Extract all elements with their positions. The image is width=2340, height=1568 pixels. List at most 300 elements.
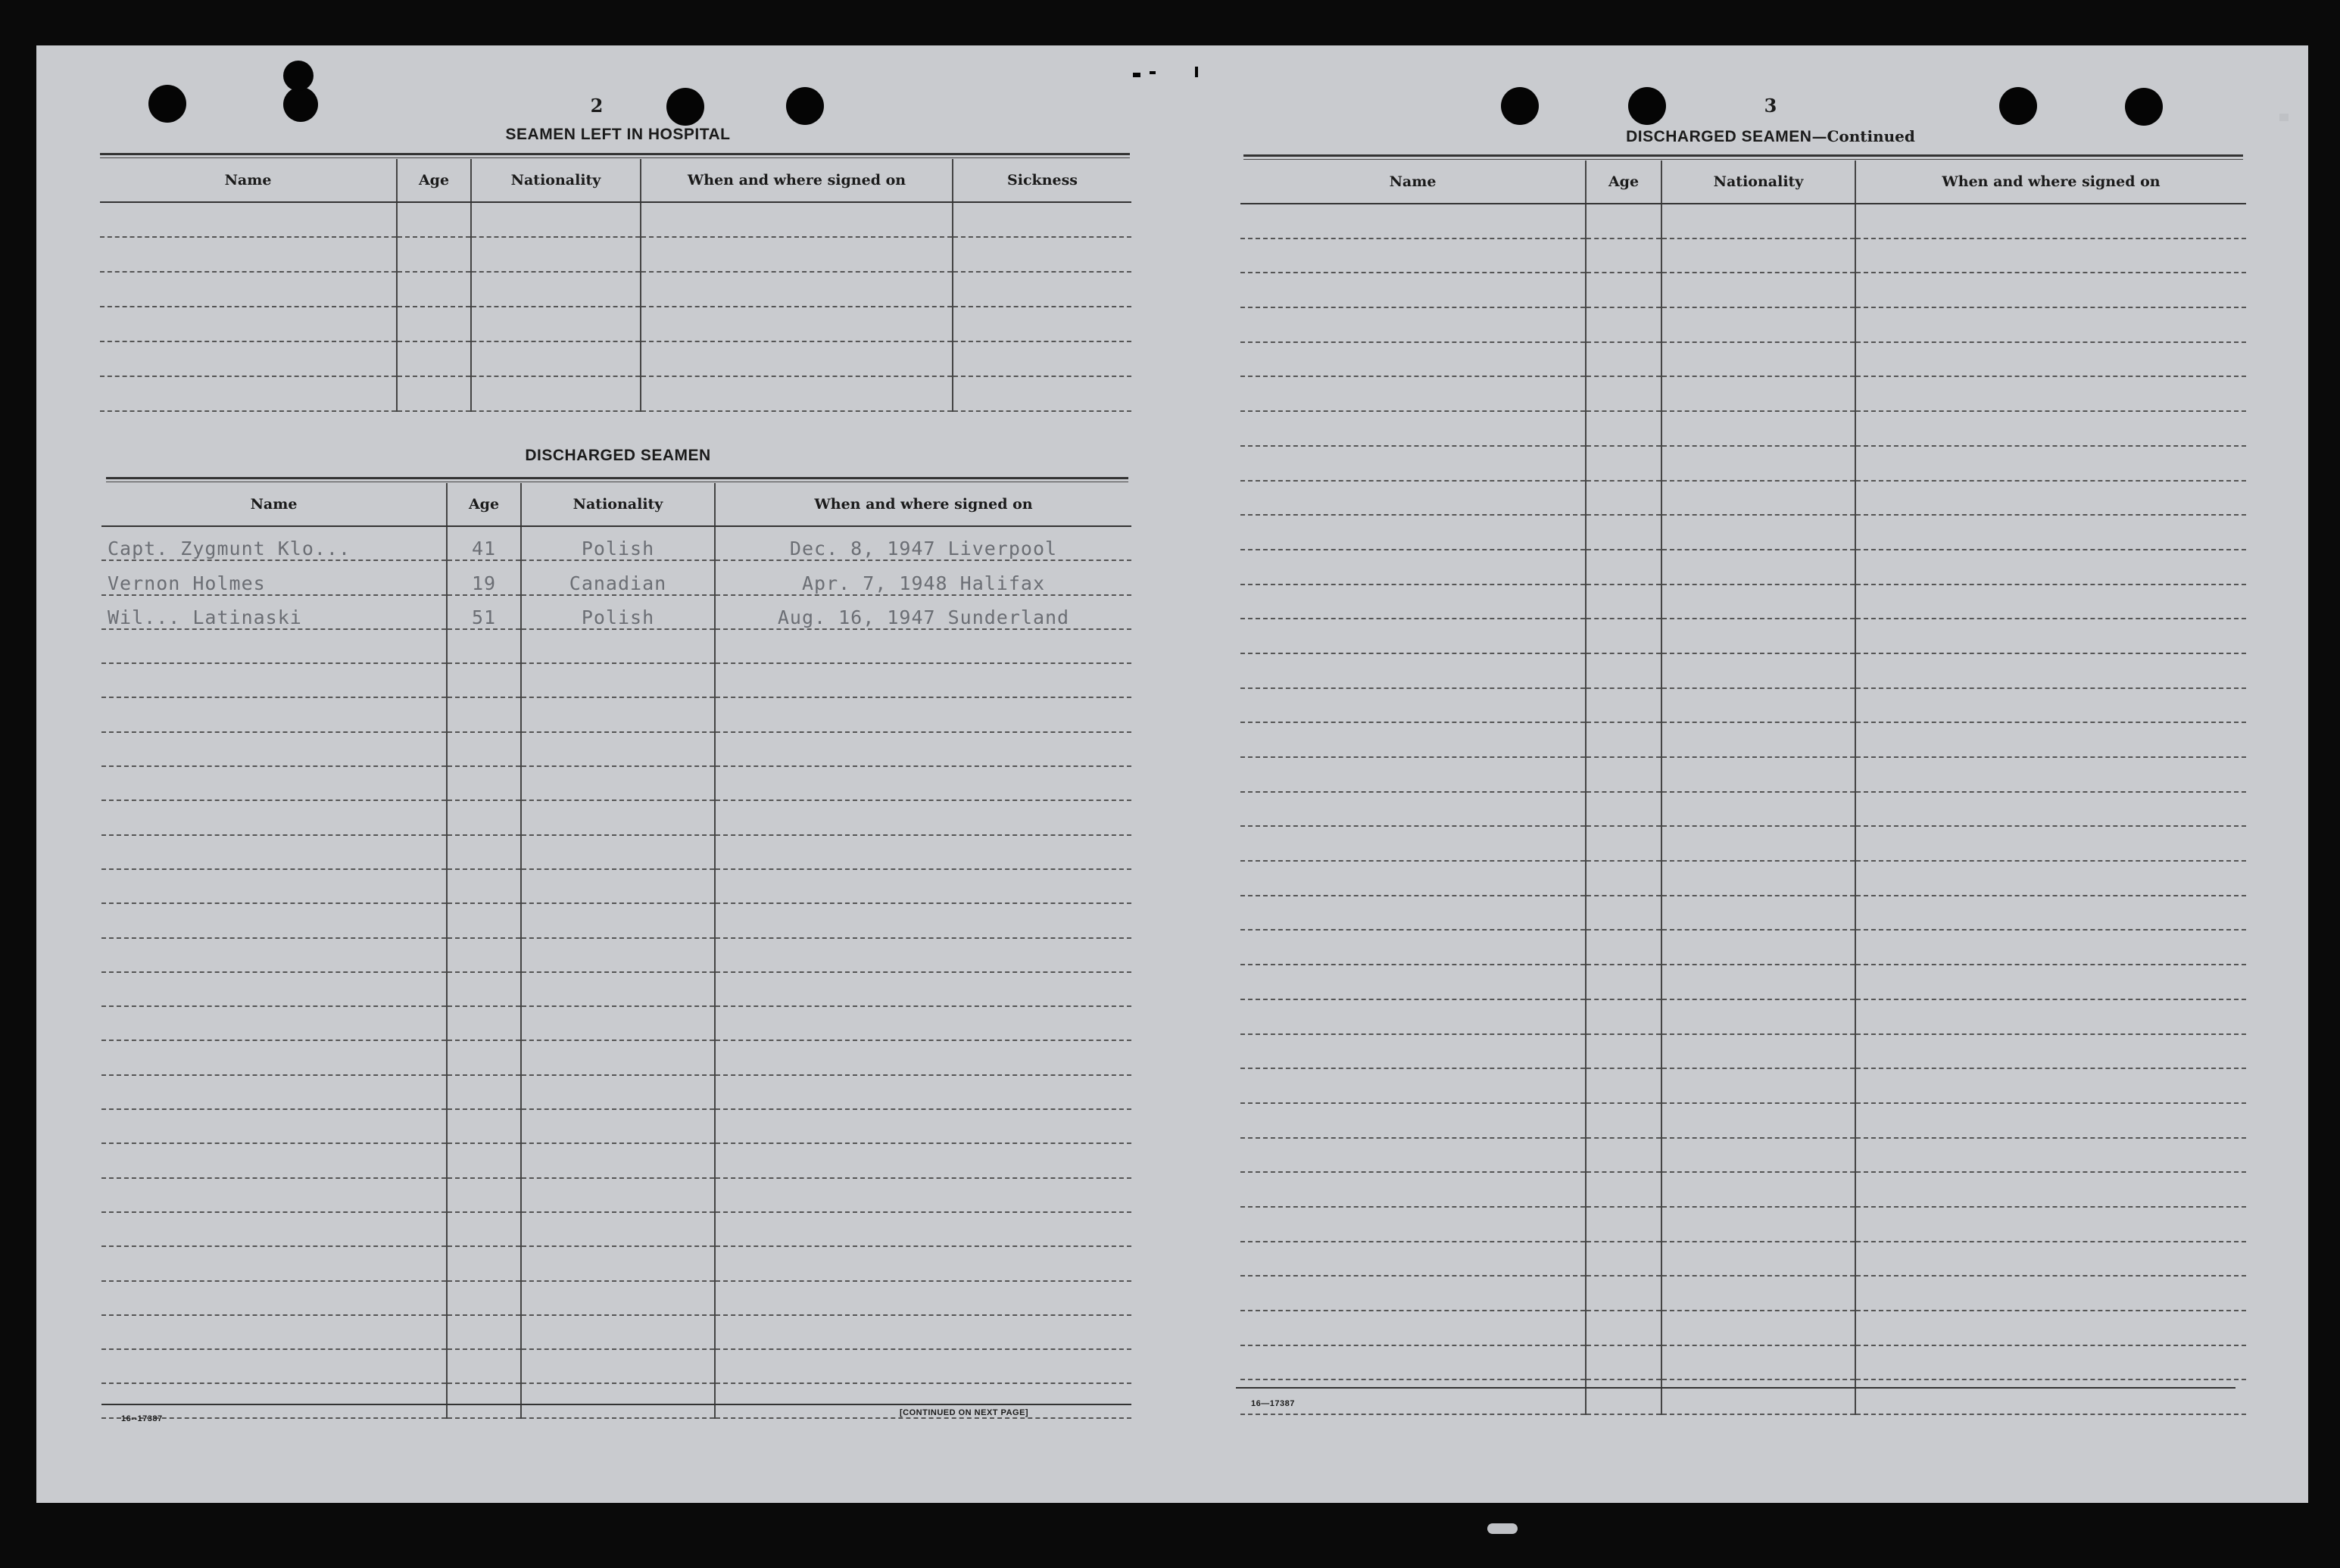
table-row — [101, 1315, 1131, 1349]
empty-cell — [1855, 273, 2246, 307]
empty-cell — [100, 272, 397, 307]
empty-cell — [1586, 204, 1661, 238]
bottom-rule — [1236, 1387, 2235, 1389]
empty-cell — [715, 1006, 1131, 1040]
table-row — [101, 835, 1131, 869]
empty-cell — [1661, 619, 1855, 653]
empty-cell — [1240, 757, 1586, 792]
empty-cell — [101, 800, 447, 834]
empty-cell — [447, 1178, 521, 1212]
empty-cell — [1855, 861, 2246, 896]
column-header-nationality: Nationality — [521, 483, 715, 526]
table-row — [101, 663, 1131, 697]
empty-cell — [1661, 1345, 1855, 1380]
empty-cell — [521, 732, 715, 766]
empty-cell — [1586, 826, 1661, 861]
header-rule — [100, 153, 1130, 158]
table-row — [101, 732, 1131, 766]
empty-cell — [101, 766, 447, 800]
empty-cell — [715, 1143, 1131, 1177]
empty-cell — [397, 202, 471, 237]
empty-cell — [521, 1349, 715, 1383]
empty-cell — [715, 972, 1131, 1006]
empty-cell — [1586, 653, 1661, 688]
empty-cell — [1240, 619, 1586, 653]
scan-speck — [1133, 73, 1140, 77]
empty-cell — [1661, 965, 1855, 999]
empty-cell — [1240, 688, 1586, 723]
column-header-nationality: Nationality — [1661, 161, 1855, 204]
empty-cell — [1855, 376, 2246, 411]
empty-cell — [1586, 307, 1661, 342]
empty-cell — [101, 1143, 447, 1177]
empty-cell — [1855, 1242, 2246, 1277]
empty-cell — [447, 903, 521, 937]
empty-cell — [1855, 1276, 2246, 1311]
table-row — [101, 938, 1131, 972]
empty-cell — [1240, 1068, 1586, 1103]
empty-cell — [953, 202, 1131, 237]
empty-cell — [1240, 481, 1586, 516]
column-header-nationality: Nationality — [471, 159, 641, 202]
empty-cell — [953, 272, 1131, 307]
table-row — [1240, 1207, 2246, 1242]
empty-cell — [471, 202, 641, 237]
empty-cell — [715, 697, 1131, 731]
empty-cell — [521, 835, 715, 869]
ledger-sheet — [36, 45, 2308, 1503]
left-page — [36, 45, 1157, 1503]
empty-cell — [1586, 1379, 1661, 1414]
empty-cell — [521, 629, 715, 663]
empty-cell — [1586, 722, 1661, 757]
section-title-suffix: —Continued — [1811, 127, 1915, 145]
empty-cell — [447, 1246, 521, 1280]
empty-cell — [521, 1383, 715, 1417]
column-header-name: Name — [101, 483, 447, 526]
table-row — [101, 1281, 1131, 1315]
empty-cell — [1240, 1138, 1586, 1173]
empty-cell — [447, 1281, 521, 1315]
column-header-age: Age — [447, 483, 521, 526]
table-row — [1240, 584, 2246, 619]
table-row — [101, 766, 1131, 800]
seaman-age: 41 — [447, 526, 521, 560]
table-row — [1240, 1311, 2246, 1345]
empty-cell — [1240, 1276, 1586, 1311]
empty-cell — [1855, 826, 2246, 861]
empty-cell — [521, 869, 715, 903]
empty-cell — [1855, 1103, 2246, 1138]
empty-cell — [521, 903, 715, 937]
empty-cell — [447, 938, 521, 972]
page-number: 3 — [1764, 95, 1777, 117]
empty-cell — [1240, 1311, 1586, 1345]
empty-cell — [521, 1246, 715, 1280]
empty-cell — [447, 1315, 521, 1349]
continued-note: [CONTINUED ON NEXT PAGE] — [900, 1408, 1029, 1417]
scan-speck — [1487, 1523, 1518, 1534]
empty-cell — [1855, 1345, 2246, 1380]
empty-cell — [471, 341, 641, 376]
empty-cell — [1240, 653, 1586, 688]
table-row — [101, 972, 1131, 1006]
empty-cell — [1586, 1034, 1661, 1069]
empty-cell — [1855, 1172, 2246, 1207]
header-rule — [1243, 154, 2243, 160]
empty-cell — [1240, 792, 1586, 827]
empty-cell — [521, 766, 715, 800]
empty-cell — [641, 237, 953, 272]
empty-cell — [101, 972, 447, 1006]
empty-cell — [1661, 411, 1855, 446]
empty-cell — [1586, 965, 1661, 999]
empty-cell — [953, 237, 1131, 272]
empty-cell — [397, 341, 471, 376]
empty-cell — [1240, 550, 1586, 584]
empty-cell — [1240, 930, 1586, 965]
empty-cell — [1661, 446, 1855, 481]
empty-cell — [101, 1246, 447, 1280]
empty-cell — [1855, 619, 2246, 653]
empty-cell — [101, 1075, 447, 1109]
bottom-rule — [101, 1404, 1131, 1405]
empty-cell — [1855, 204, 2246, 238]
empty-cell — [101, 938, 447, 972]
empty-cell — [521, 1315, 715, 1349]
table-row — [1240, 1172, 2246, 1207]
empty-cell — [1586, 411, 1661, 446]
empty-cell — [101, 1109, 447, 1143]
empty-cell — [715, 1075, 1131, 1109]
empty-cell — [1855, 238, 2246, 273]
empty-cell — [1240, 1345, 1586, 1380]
empty-cell — [1855, 1207, 2246, 1242]
section-title-main: DISCHARGED SEAMEN — [1626, 128, 1812, 145]
empty-cell — [471, 237, 641, 272]
table-row — [101, 1246, 1131, 1280]
empty-cell — [521, 1178, 715, 1212]
table-row — [1240, 826, 2246, 861]
table-row — [1240, 515, 2246, 550]
empty-cell — [1240, 965, 1586, 999]
empty-cell — [715, 1178, 1131, 1212]
table-row — [1240, 930, 2246, 965]
table-row — [101, 1075, 1131, 1109]
form-number: 16--17387 — [121, 1414, 163, 1423]
empty-cell — [1661, 342, 1855, 377]
table-row — [101, 697, 1131, 731]
seaman-age: 19 — [447, 560, 521, 594]
scan-speck — [1195, 67, 1198, 77]
empty-cell — [1855, 1068, 2246, 1103]
empty-cell — [1586, 1345, 1661, 1380]
empty-cell — [447, 835, 521, 869]
empty-cell — [101, 732, 447, 766]
empty-cell — [447, 1143, 521, 1177]
empty-cell — [100, 376, 397, 411]
table-row — [1240, 1276, 2246, 1311]
seaman-age: 51 — [447, 595, 521, 629]
seaman-signed-on: Dec. 8, 1947 Liverpool — [715, 526, 1131, 560]
empty-cell — [1240, 999, 1586, 1034]
empty-cell — [1661, 688, 1855, 723]
empty-cell — [1855, 342, 2246, 377]
empty-cell — [521, 1212, 715, 1246]
empty-cell — [1586, 861, 1661, 896]
empty-cell — [101, 1281, 447, 1315]
column-header-age: Age — [1586, 161, 1661, 204]
empty-cell — [1855, 481, 2246, 516]
empty-cell — [1661, 1379, 1855, 1414]
empty-cell — [1586, 1172, 1661, 1207]
table-row — [1240, 1103, 2246, 1138]
empty-cell — [1240, 411, 1586, 446]
column-header-signed-on: When and where signed on — [715, 483, 1131, 526]
empty-cell — [715, 869, 1131, 903]
empty-cell — [101, 629, 447, 663]
empty-cell — [1240, 204, 1586, 238]
empty-cell — [1855, 446, 2246, 481]
empty-cell — [1661, 1242, 1855, 1277]
empty-cell — [1661, 376, 1855, 411]
empty-cell — [447, 1383, 521, 1417]
table-row — [101, 1006, 1131, 1040]
empty-cell — [715, 732, 1131, 766]
empty-cell — [1661, 1138, 1855, 1173]
empty-cell — [1586, 446, 1661, 481]
empty-cell — [641, 202, 953, 237]
empty-cell — [1586, 550, 1661, 584]
empty-cell — [1661, 722, 1855, 757]
table-row — [101, 903, 1131, 937]
empty-cell — [521, 938, 715, 972]
table-row — [101, 1040, 1131, 1074]
empty-cell — [101, 1212, 447, 1246]
table-row — [1240, 999, 2246, 1034]
table-row — [1240, 1068, 2246, 1103]
empty-cell — [715, 1040, 1131, 1074]
empty-cell — [1855, 515, 2246, 550]
seaman-nationality: Polish — [521, 526, 715, 560]
empty-cell — [397, 272, 471, 307]
empty-cell — [953, 376, 1131, 411]
empty-cell — [1661, 1207, 1855, 1242]
empty-cell — [715, 903, 1131, 937]
empty-cell — [1586, 376, 1661, 411]
empty-cell — [101, 1006, 447, 1040]
empty-cell — [1661, 584, 1855, 619]
discharged-continued-table — [1240, 161, 2246, 1415]
empty-cell — [641, 376, 953, 411]
empty-cell — [1855, 1138, 2246, 1173]
empty-cell — [100, 341, 397, 376]
empty-cell — [397, 237, 471, 272]
empty-cell — [715, 938, 1131, 972]
scan-speck — [2279, 114, 2289, 121]
empty-cell — [1586, 273, 1661, 307]
empty-cell — [715, 835, 1131, 869]
empty-cell — [447, 1109, 521, 1143]
seaman-signed-on: Apr. 7, 1948 Halifax — [715, 560, 1131, 594]
empty-cell — [715, 663, 1131, 697]
empty-cell — [1855, 550, 2246, 584]
empty-cell — [1240, 307, 1586, 342]
empty-cell — [1855, 999, 2246, 1034]
empty-cell — [1240, 342, 1586, 377]
empty-cell — [1661, 896, 1855, 931]
empty-cell — [1240, 584, 1586, 619]
empty-cell — [447, 1212, 521, 1246]
empty-cell — [1240, 861, 1586, 896]
empty-cell — [1661, 757, 1855, 792]
empty-cell — [715, 1109, 1131, 1143]
seaman-name: Capt. Zygmunt Klo... — [101, 526, 447, 560]
table-row — [1240, 896, 2246, 931]
empty-cell — [715, 1281, 1131, 1315]
table-row — [1240, 792, 2246, 827]
column-header-signed-on: When and where signed on — [1855, 161, 2246, 204]
empty-cell — [447, 732, 521, 766]
empty-cell — [100, 307, 397, 341]
table-row — [1240, 1242, 2246, 1277]
empty-cell — [101, 835, 447, 869]
empty-cell — [1240, 722, 1586, 757]
empty-cell — [1240, 1172, 1586, 1207]
empty-cell — [471, 307, 641, 341]
table-row — [101, 1178, 1131, 1212]
empty-cell — [1586, 481, 1661, 516]
table-row — [1240, 1034, 2246, 1069]
empty-cell — [1586, 1103, 1661, 1138]
empty-cell — [1240, 1379, 1586, 1414]
column-header-age: Age — [397, 159, 471, 202]
empty-cell — [715, 629, 1131, 663]
empty-cell — [471, 376, 641, 411]
table-row — [1240, 342, 2246, 377]
right-page — [1233, 45, 2308, 1503]
empty-cell — [715, 1246, 1131, 1280]
empty-cell — [1586, 1207, 1661, 1242]
empty-cell — [1586, 930, 1661, 965]
table-row — [100, 202, 1131, 237]
empty-cell — [1586, 1138, 1661, 1173]
empty-cell — [641, 307, 953, 341]
empty-cell — [1240, 515, 1586, 550]
empty-cell — [1586, 757, 1661, 792]
empty-cell — [1855, 307, 2246, 342]
empty-cell — [1855, 653, 2246, 688]
table-row — [100, 376, 1131, 411]
table-row — [101, 1212, 1131, 1246]
empty-cell — [1586, 342, 1661, 377]
empty-cell — [1661, 481, 1855, 516]
empty-cell — [1661, 1068, 1855, 1103]
empty-cell — [397, 376, 471, 411]
column-header-signed-on: When and where signed on — [641, 159, 953, 202]
page-number: 2 — [590, 95, 604, 117]
empty-cell — [521, 697, 715, 731]
column-header-sickness: Sickness — [953, 159, 1131, 202]
empty-cell — [1855, 722, 2246, 757]
empty-cell — [101, 1349, 447, 1383]
table-row — [100, 272, 1131, 307]
table-row — [101, 629, 1131, 663]
empty-cell — [101, 1040, 447, 1074]
empty-cell — [641, 272, 953, 307]
table-row — [1240, 446, 2246, 481]
empty-cell — [447, 972, 521, 1006]
table-row — [101, 560, 1131, 594]
table-row — [1240, 1345, 2246, 1380]
form-number: 16—17387 — [1251, 1399, 1295, 1408]
table-row — [1240, 965, 2246, 999]
empty-cell — [1661, 1276, 1855, 1311]
empty-cell — [1855, 1034, 2246, 1069]
table-row — [1240, 1379, 2246, 1414]
empty-cell — [1240, 1207, 1586, 1242]
table-row — [1240, 307, 2246, 342]
table-row — [1240, 619, 2246, 653]
table-row — [1240, 653, 2246, 688]
empty-cell — [1661, 307, 1855, 342]
section-title — [1233, 127, 2308, 146]
empty-cell — [1240, 896, 1586, 931]
empty-cell — [1240, 1034, 1586, 1069]
table-row — [1240, 722, 2246, 757]
empty-cell — [1586, 1276, 1661, 1311]
empty-cell — [641, 341, 953, 376]
empty-cell — [1661, 273, 1855, 307]
empty-cell — [1586, 999, 1661, 1034]
empty-cell — [1661, 1172, 1855, 1207]
empty-cell — [715, 1212, 1131, 1246]
empty-cell — [447, 697, 521, 731]
empty-cell — [1661, 999, 1855, 1034]
empty-cell — [1661, 1103, 1855, 1138]
seaman-nationality: Canadian — [521, 560, 715, 594]
empty-cell — [953, 341, 1131, 376]
table-row — [101, 1109, 1131, 1143]
empty-cell — [1240, 273, 1586, 307]
empty-cell — [1661, 550, 1855, 584]
empty-cell — [101, 1383, 447, 1417]
empty-cell — [1855, 584, 2246, 619]
discharged-table — [101, 483, 1131, 1419]
table-row — [1240, 550, 2246, 584]
table-row — [1240, 376, 2246, 411]
table-row — [1240, 204, 2246, 238]
empty-cell — [1855, 930, 2246, 965]
seaman-name: Vernon Holmes — [101, 560, 447, 594]
column-header-name: Name — [1240, 161, 1586, 204]
empty-cell — [1240, 238, 1586, 273]
empty-cell — [1855, 792, 2246, 827]
table-row — [100, 237, 1131, 272]
empty-cell — [100, 237, 397, 272]
empty-cell — [1586, 896, 1661, 931]
empty-cell — [1240, 446, 1586, 481]
empty-cell — [447, 1006, 521, 1040]
empty-cell — [1586, 619, 1661, 653]
empty-cell — [447, 800, 521, 834]
table-row — [101, 526, 1131, 560]
empty-cell — [521, 1281, 715, 1315]
table-row — [101, 869, 1131, 903]
empty-cell — [1661, 515, 1855, 550]
empty-cell — [715, 800, 1131, 834]
empty-cell — [1661, 1034, 1855, 1069]
